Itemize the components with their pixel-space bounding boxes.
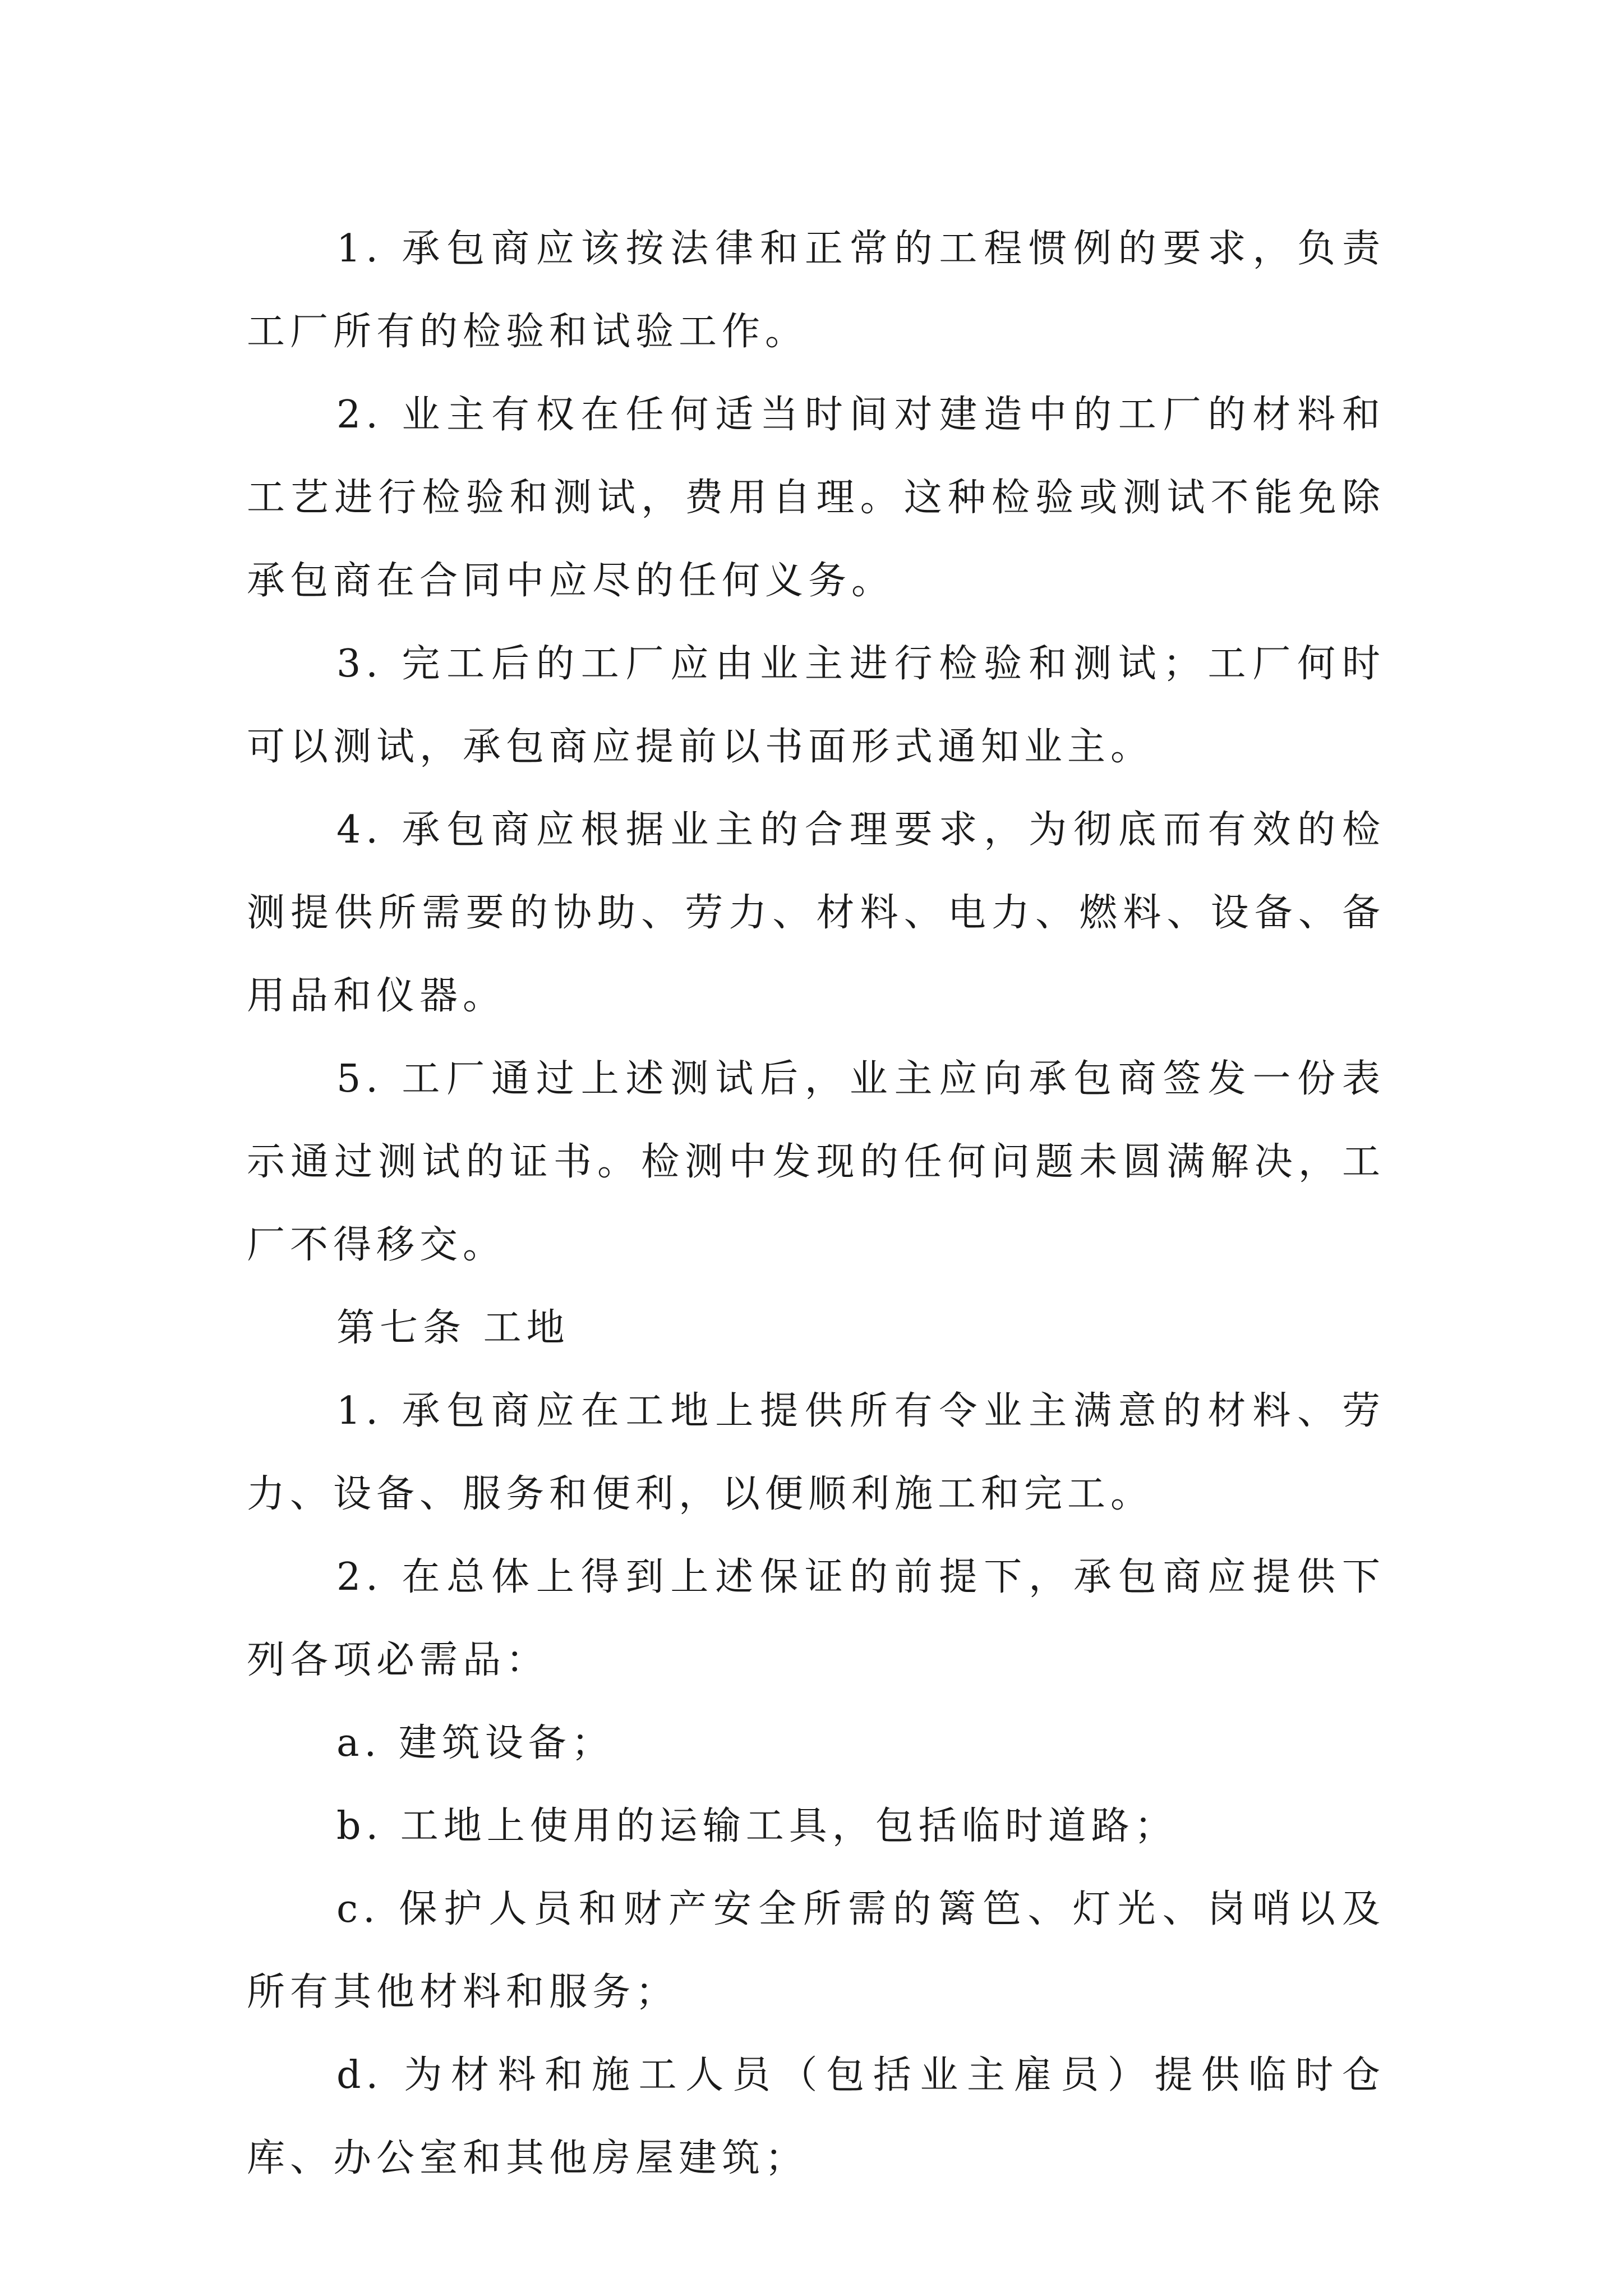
list-item-a: a. 建筑设备； <box>336 1721 615 1765</box>
paragraph-testing-2: 2. 业主有权在任何适当时间对建造中的工厂的材料和工艺进行检验和测试，费用自理。这种检验或测试不能免除承包商在合同中应尽的任何义务。 <box>247 393 1385 603</box>
paragraph-site-2: 2. 在总体上得到上述保证的前提下，承包商应提供下列各项必需品： <box>247 1555 1385 1682</box>
paragraph-testing-5: 5. 工厂通过上述测试后，业主应向承包商签发一份表示通过测试的证书。检测中发现的任何问题未圆满解决，工厂不得移交。 <box>247 1057 1385 1267</box>
paragraph-testing-1: 1. 承包商应该按法律和正常的工程惯例的要求，负责工厂所有的检验和试验工作。 <box>247 227 1385 354</box>
list-item-b: b. 工地上使用的运输工具，包括临时道路； <box>336 1804 1178 1848</box>
list-item-d: d. 为材料和施工人员（包括业主雇员）提供临时仓库、办公室和其他房屋建筑； <box>247 2053 1385 2180</box>
document-body <box>247 208 1385 2200</box>
list-item-c: c. 保护人员和财产安全所需的篱笆、灯光、岗哨以及所有其他材料和服务； <box>247 1887 1385 2014</box>
paragraph-site-1: 1. 承包商应在工地上提供所有令业主满意的材料、劳力、设备、服务和便利，以便顺利施工和完工。 <box>247 1389 1385 1516</box>
paragraph-testing-3: 3. 完工后的工厂应由业主进行检验和测试；工厂何时可以测试，承包商应提前以书面形式通知业主。 <box>247 642 1385 769</box>
paragraph-testing-4: 4. 承包商应根据业主的合理要求，为彻底而有效的检测提供所需要的协助、劳力、材料、电力、燃料、设备、备用品和仪器。 <box>247 808 1385 1018</box>
section-heading-article-7: 第七条 工地 <box>336 1306 570 1350</box>
